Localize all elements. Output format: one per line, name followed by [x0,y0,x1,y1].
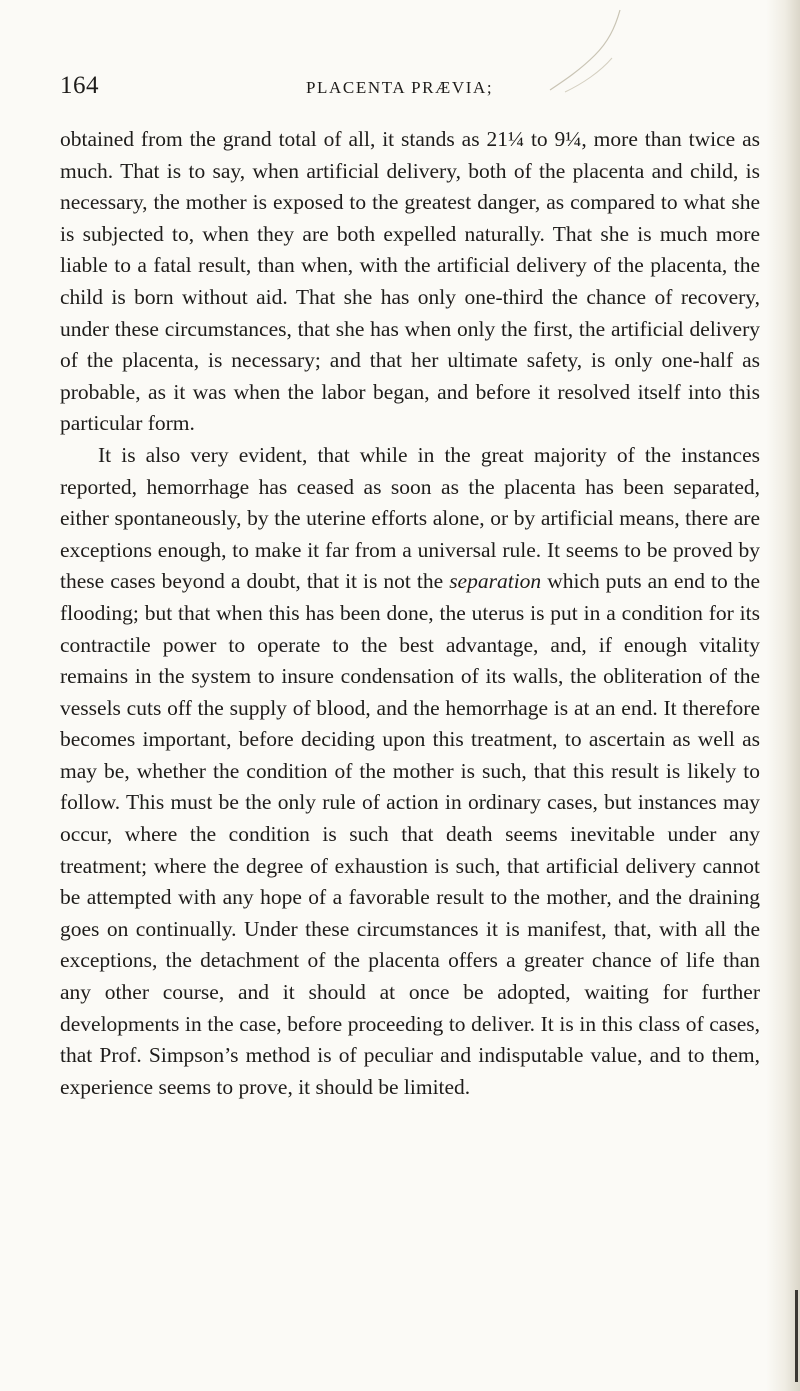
page-edge-shadow [766,0,800,1391]
page-number: 164 [60,72,99,99]
text-run: It is also very evident, that while in the great majority of the instances reported, hemorrhage has ceased as soon as the placenta has been separated, either spontaneously, by the uterine efforts alone, or by artificial means, there are exceptions enough, to make it far from a universal rule. It seems to be proved by these cases beyond a doubt, that it is not the [60,442,760,594]
page-header [60,72,750,106]
italic-text: separation [449,569,542,594]
text-run: obtained from the grand total of all, it stands as 21¼ to 9¼, more than twice as much. That is to say, when artificial delivery, both of the placenta and child, is necessary, the mother is exposed to the greatest danger, as compared to what she is subjected to, when they are both expelled naturally. That she is much more liable to a fatal result, than when, with the artificial delivery of the placenta, the child is born without aid. That she has only one-third the chance of recovery, under these circumstances, that she has when only the first, the artificial delivery of the placenta, is necessary; and that her ultimate safety, is only one-half as probable, as it was when the labor began, and before it resolved itself into this particular form. [60,127,760,436]
paragraph [60,440,760,1103]
paragraph [60,124,760,440]
page-edge-mark [795,1290,798,1382]
running-head: PLACENTA PRÆVIA; [306,78,494,97]
body-text [60,124,760,1103]
text-run: which puts an end to the flooding; but that when this has been done, the uterus is put in a condition for its contractile power to operate to the best advantage, and, if enough vitality remains in the system to insure condensation of its walls, the obliteration of the vessels cuts off the supply of blood, and the hemorrhage is at an end. It therefore becomes important, before deciding upon this treatment, to ascertain as well as may be, whether the condition of the mother is such, that this result is likely to follow. This must be the only rule of action in ordinary cases, but instances may occur, where the condition is such that death seems inevitable under any treatment; where the degree of exhaustion is such, that artificial delivery cannot be attempted with any hope of a favorable result to the mother, and the draining goes on continually. Under these circumstances it is manifest, that, with all the exceptions, the detachment of the placenta offers a greater chance of life than any other course, and it should at once be adopted, waiting for further developments in the case, before proceeding to deliver. It is in this class of cases, that Prof. Simpson’s method is of peculiar and indisputable value, and to them, experience seems to prove, it should be limited. [60,569,760,1099]
